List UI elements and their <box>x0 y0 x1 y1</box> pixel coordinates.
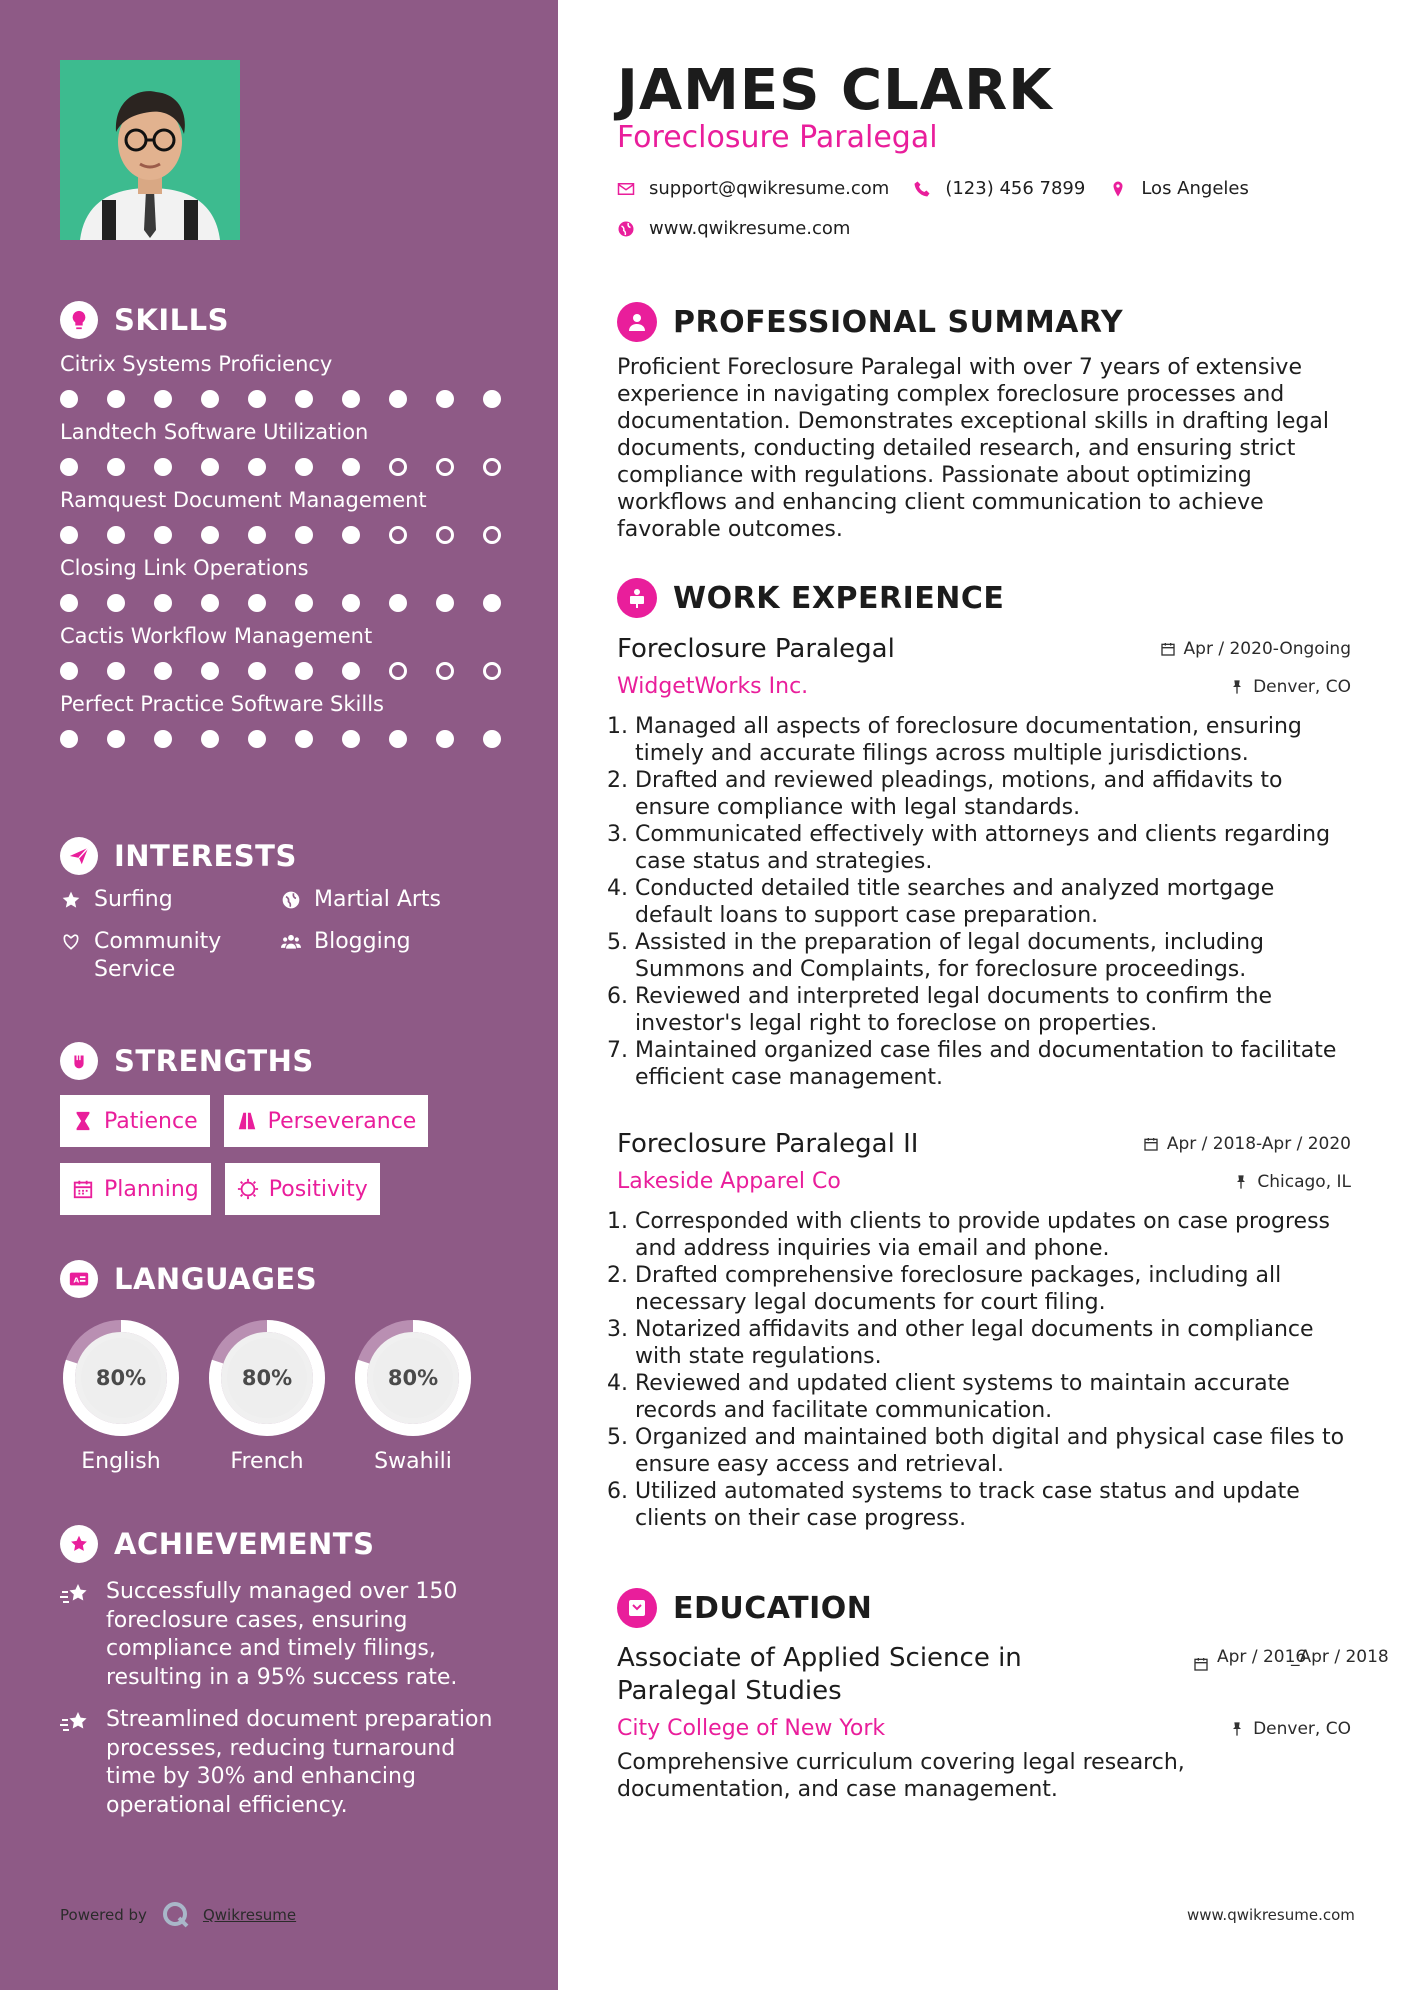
rating-dot-filled <box>154 458 172 476</box>
interest-label: Martial Arts <box>314 887 442 912</box>
education-entry <box>617 1642 1389 1803</box>
languages-title: LANGUAGES <box>114 1262 318 1296</box>
profile-photo <box>60 60 240 240</box>
strength-label: Perseverance <box>267 1108 417 1134</box>
rating-dot-filled <box>201 390 219 408</box>
rating-dot-filled <box>201 730 219 748</box>
rating-dot-filled <box>201 594 219 612</box>
phone-icon <box>913 180 931 198</box>
language-percent: 80% <box>387 1366 439 1390</box>
skill-item <box>60 690 510 748</box>
achievement-item <box>60 1578 510 1692</box>
rating-dot-filled <box>154 526 172 544</box>
responsibility-item: 3. Notarized affidavits and other legal documents in compliance with state regulations. <box>635 1316 1351 1370</box>
interest-item <box>60 886 280 914</box>
skill-item <box>60 350 510 408</box>
achievements-title: ACHIEVEMENTS <box>114 1527 375 1561</box>
strength-chip <box>224 1095 429 1147</box>
summary-text: Proficient Foreclosure Paralegal with over 7 years of extensive experience in navigating complex foreclosure processes and documentation. Demonstrates exceptional skills in drafting legal documents, conducting detailed research, and ensuring strict compliance with regulations. Passionate about optimizing workflows and enhancing client communication to achieve favorable outcomes. <box>617 355 1329 542</box>
job-entry <box>617 634 1351 1091</box>
job-dates <box>1143 1134 1351 1154</box>
company-name: Lakeside Apparel Co <box>617 1169 841 1194</box>
achievement-item <box>60 1706 510 1820</box>
rating-dot-filled <box>389 390 407 408</box>
calendar-icon <box>1193 1656 1209 1672</box>
education-end: _Apr / 2018 <box>1291 1647 1389 1667</box>
rating-dot-filled <box>201 458 219 476</box>
responsibilities-list <box>617 713 1351 1091</box>
education-school: City College of New York <box>617 1716 886 1741</box>
responsibility-item: 3. Communicated effectively with attorneys and clients regarding case status and strategies. <box>635 821 1351 875</box>
rating-dot-filled <box>342 730 360 748</box>
rating-dot-filled <box>154 594 172 612</box>
medal-star-icon <box>60 1525 98 1563</box>
rating-dot-empty <box>483 458 501 476</box>
rating-dot-filled <box>60 594 78 612</box>
responsibility-item: 7. Maintained organized case files and documentation to facilitate efficient case management. <box>635 1037 1351 1091</box>
rating-dot-filled <box>248 458 266 476</box>
calendar-icon <box>72 1178 104 1200</box>
interests-list <box>60 886 510 984</box>
experience-section <box>617 576 1351 1532</box>
globe-icon <box>280 886 302 914</box>
skill-rating <box>60 594 510 612</box>
achievements-list <box>60 1578 510 1820</box>
sun-icon <box>237 1178 269 1200</box>
skill-item <box>60 554 510 612</box>
rating-dot-filled <box>483 390 501 408</box>
rating-dot-filled <box>107 662 125 680</box>
responsibility-item: 1. Managed all aspects of foreclosure documentation, ensuring timely and accurate filings across multiple jurisdictions. <box>635 713 1351 767</box>
skill-rating <box>60 526 510 544</box>
rating-dot-filled <box>389 730 407 748</box>
responsibility-item: 4. Conducted detailed title searches and analyzed mortgage default loans to support case preparation. <box>635 875 1351 929</box>
language-progress-ring <box>60 1317 182 1439</box>
rating-dot-filled <box>60 526 78 544</box>
rating-dot-filled <box>107 594 125 612</box>
rating-dot-filled <box>342 390 360 408</box>
powered-by <box>60 1900 296 1930</box>
globe-icon <box>617 220 635 238</box>
job-dates-text: Apr / 2018-Apr / 2020 <box>1166 1134 1351 1154</box>
rating-dot-filled <box>60 458 78 476</box>
language-item <box>60 1317 182 1474</box>
star-icon <box>60 886 82 914</box>
responsibility-item: 1. Corresponded with clients to provide updates on case progress and address inquiries via email and phone. <box>635 1208 1351 1262</box>
contact-website[interactable]: www.qwikresume.com <box>649 218 851 239</box>
interest-item <box>60 928 280 984</box>
rating-dot-filled <box>201 526 219 544</box>
skill-name: Citrix Systems Proficiency <box>60 352 333 376</box>
languages-section <box>60 1259 510 1474</box>
envelope-icon <box>617 180 635 198</box>
rating-dot-filled <box>342 458 360 476</box>
summary-section <box>617 300 1351 543</box>
skill-name: Landtech Software Utilization <box>60 420 369 444</box>
contact-email[interactable]: support@qwikresume.com <box>649 178 890 199</box>
rating-dot-filled <box>154 662 172 680</box>
rating-dot-empty <box>389 526 407 544</box>
responsibility-item: 4. Reviewed and updated client systems to maintain accurate records and facilitate communication. <box>635 1370 1351 1424</box>
skill-rating <box>60 458 510 476</box>
interests-section <box>60 836 510 984</box>
rating-dot-filled <box>248 662 266 680</box>
summary-title: PROFESSIONAL SUMMARY <box>673 304 1124 340</box>
rating-dot-empty <box>436 458 454 476</box>
rating-dot-filled <box>483 730 501 748</box>
pushpin-icon <box>1229 1721 1245 1737</box>
language-item <box>206 1317 328 1474</box>
paper-plane-icon <box>60 837 98 875</box>
rating-dot-filled <box>342 594 360 612</box>
responsibilities-list <box>617 1208 1351 1532</box>
responsibility-item: 6. Utilized automated systems to track case status and update clients on their case progress. <box>635 1478 1351 1532</box>
rating-dot-filled <box>342 526 360 544</box>
skills-list <box>60 350 510 748</box>
skill-item <box>60 622 510 680</box>
rating-dot-empty <box>436 526 454 544</box>
interest-label: Community Service <box>94 929 222 982</box>
job-title: Foreclosure Paralegal <box>617 634 895 664</box>
language-progress-ring <box>352 1317 474 1439</box>
shooting-star-icon <box>60 1706 94 1820</box>
rating-dot-filled <box>201 662 219 680</box>
responsibility-item: 6. Reviewed and interpreted legal documents to confirm the investor's legal right to foreclose on properties. <box>635 983 1351 1037</box>
strengths-list <box>60 1095 510 1231</box>
achievement-text: Successfully managed over 150 foreclosure cases, ensuring compliance and timely filings, resulting in a 95% success rate. <box>106 1579 458 1690</box>
rating-dot-filled <box>483 594 501 612</box>
rating-dot-filled <box>295 458 313 476</box>
rating-dot-empty <box>389 458 407 476</box>
rating-dot-filled <box>107 458 125 476</box>
pushpin-icon <box>1229 679 1245 695</box>
rating-dot-filled <box>295 662 313 680</box>
education-location <box>1229 1719 1351 1739</box>
candidate-name: JAMES CLARK <box>617 58 1053 123</box>
language-percent: 80% <box>95 1366 147 1390</box>
skill-rating <box>60 390 510 408</box>
rating-dot-filled <box>248 594 266 612</box>
rating-dot-filled <box>248 390 266 408</box>
sidebar <box>0 0 558 1990</box>
rating-dot-empty <box>436 662 454 680</box>
rating-dot-filled <box>60 730 78 748</box>
interest-label: Surfing <box>94 887 173 912</box>
education-title: EDUCATION <box>673 1590 873 1626</box>
rating-dot-empty <box>483 526 501 544</box>
responsibility-item: 2. Drafted and reviewed pleadings, motions, and affidavits to ensure compliance with legal standards. <box>635 767 1351 821</box>
job-dates <box>1160 639 1351 659</box>
strengths-section <box>60 1041 510 1231</box>
road-icon <box>236 1110 268 1132</box>
rating-dot-filled <box>154 390 172 408</box>
contact-row <box>617 178 1249 199</box>
rating-dot-filled <box>107 390 125 408</box>
interest-item <box>280 886 500 914</box>
job-title: Foreclosure Paralegal II <box>617 1129 919 1159</box>
rating-dot-filled <box>60 390 78 408</box>
strength-chip <box>60 1163 211 1215</box>
job-location <box>1229 677 1351 697</box>
map-pin-icon <box>1109 180 1127 198</box>
shooting-star-icon <box>60 1578 94 1692</box>
strength-chip <box>60 1095 210 1147</box>
company-name: WidgetWorks Inc. <box>617 674 809 699</box>
rating-dot-filled <box>342 662 360 680</box>
rating-dot-filled <box>248 730 266 748</box>
svg-text:A: A <box>73 1275 80 1285</box>
strength-label: Patience <box>104 1108 198 1134</box>
education-location-text: Denver, CO <box>1253 1718 1351 1739</box>
qwikresume-link[interactable]: Qwikresume <box>202 1906 297 1924</box>
interest-item <box>280 928 500 984</box>
lightbulb-icon <box>60 301 98 339</box>
rating-dot-empty <box>483 662 501 680</box>
contact-location: Los Angeles <box>1141 178 1249 199</box>
skill-item <box>60 486 510 544</box>
skill-name: Perfect Practice Software Skills <box>60 692 384 716</box>
skill-name: Ramquest Document Management <box>60 488 427 512</box>
rating-dot-filled <box>295 390 313 408</box>
education-section <box>617 1586 1389 1803</box>
footer-url[interactable]: www.qwikresume.com <box>1187 1906 1355 1924</box>
strength-chip <box>225 1163 380 1215</box>
skills-section <box>60 300 510 758</box>
rating-dot-filled <box>295 594 313 612</box>
contact-row-2 <box>617 218 850 239</box>
language-progress-ring <box>206 1317 328 1439</box>
skills-title: SKILLS <box>114 303 229 337</box>
strengths-title: STRENGTHS <box>114 1044 314 1078</box>
interests-title: INTERESTS <box>114 839 297 873</box>
rating-dot-filled <box>436 730 454 748</box>
calendar-icon <box>1160 641 1176 657</box>
rating-dot-empty <box>389 662 407 680</box>
responsibility-item: 5. Assisted in the preparation of legal documents, including Summons and Complaints, for foreclosure proceedings. <box>635 929 1351 983</box>
rating-dot-filled <box>154 730 172 748</box>
powered-by-label: Powered by <box>60 1906 147 1924</box>
heart-hand-icon <box>60 928 82 956</box>
rating-dot-filled <box>436 594 454 612</box>
rating-dot-filled <box>295 526 313 544</box>
responsibility-item: 2. Drafted comprehensive foreclosure packages, including all necessary legal documents for court filing. <box>635 1262 1351 1316</box>
strength-label: Planning <box>104 1176 199 1202</box>
graduation-icon <box>617 1588 657 1628</box>
pushpin-icon <box>1233 1174 1249 1190</box>
education-dates <box>1193 1642 1389 1672</box>
achievements-section <box>60 1524 510 1820</box>
rating-dot-filled <box>389 594 407 612</box>
skill-name: Closing Link Operations <box>60 556 309 580</box>
language-item <box>352 1317 474 1474</box>
language-name: English <box>81 1449 161 1474</box>
rating-dot-filled <box>436 390 454 408</box>
job-location-text: Chicago, IL <box>1257 1171 1351 1192</box>
rating-dot-filled <box>107 526 125 544</box>
user-icon <box>617 302 657 342</box>
job-dates-text: Apr / 2020-Ongoing <box>1183 639 1351 659</box>
calendar-icon <box>1143 1136 1159 1152</box>
experience-title: WORK EXPERIENCE <box>673 580 1005 616</box>
job-location <box>1233 1172 1351 1192</box>
candidate-role: Foreclosure Paralegal <box>617 120 938 155</box>
fist-icon <box>60 1042 98 1080</box>
rating-dot-filled <box>248 526 266 544</box>
responsibility-item: 5. Organized and maintained both digital and physical case files to ensure easy access and retrieval. <box>635 1424 1351 1478</box>
education-start: Apr / 2016 <box>1217 1647 1307 1667</box>
language-percent: 80% <box>241 1366 293 1390</box>
users-icon <box>280 928 302 956</box>
job-location-text: Denver, CO <box>1253 676 1351 697</box>
hourglass-icon <box>72 1110 104 1132</box>
rating-dot-filled <box>107 730 125 748</box>
language-name: French <box>230 1449 304 1474</box>
language-card-icon <box>60 1260 98 1298</box>
rating-dot-filled <box>295 730 313 748</box>
skill-rating <box>60 730 510 748</box>
language-name: Swahili <box>374 1449 452 1474</box>
education-degree: Associate of Applied Science in Paralegal Studies <box>617 1643 1022 1706</box>
rating-dot-filled <box>60 662 78 680</box>
education-description: Comprehensive curriculum covering legal research, documentation, and case management. <box>617 1750 1185 1802</box>
strength-label: Positivity <box>268 1176 368 1202</box>
languages-list <box>60 1317 510 1474</box>
skill-item <box>60 418 510 476</box>
skill-rating <box>60 662 510 680</box>
interest-label: Blogging <box>314 929 411 954</box>
achievement-text: Streamlined document preparation processes, reducing turnaround time by 30% and enhancing operational efficiency. <box>106 1707 493 1818</box>
qwikresume-logo-icon <box>161 1900 191 1930</box>
presenter-icon <box>617 578 657 618</box>
job-entry <box>617 1129 1351 1532</box>
contact-phone[interactable]: (123) 456 7899 <box>945 178 1086 199</box>
skill-name: Cactis Workflow Management <box>60 624 373 648</box>
jobs-list <box>617 634 1351 1532</box>
